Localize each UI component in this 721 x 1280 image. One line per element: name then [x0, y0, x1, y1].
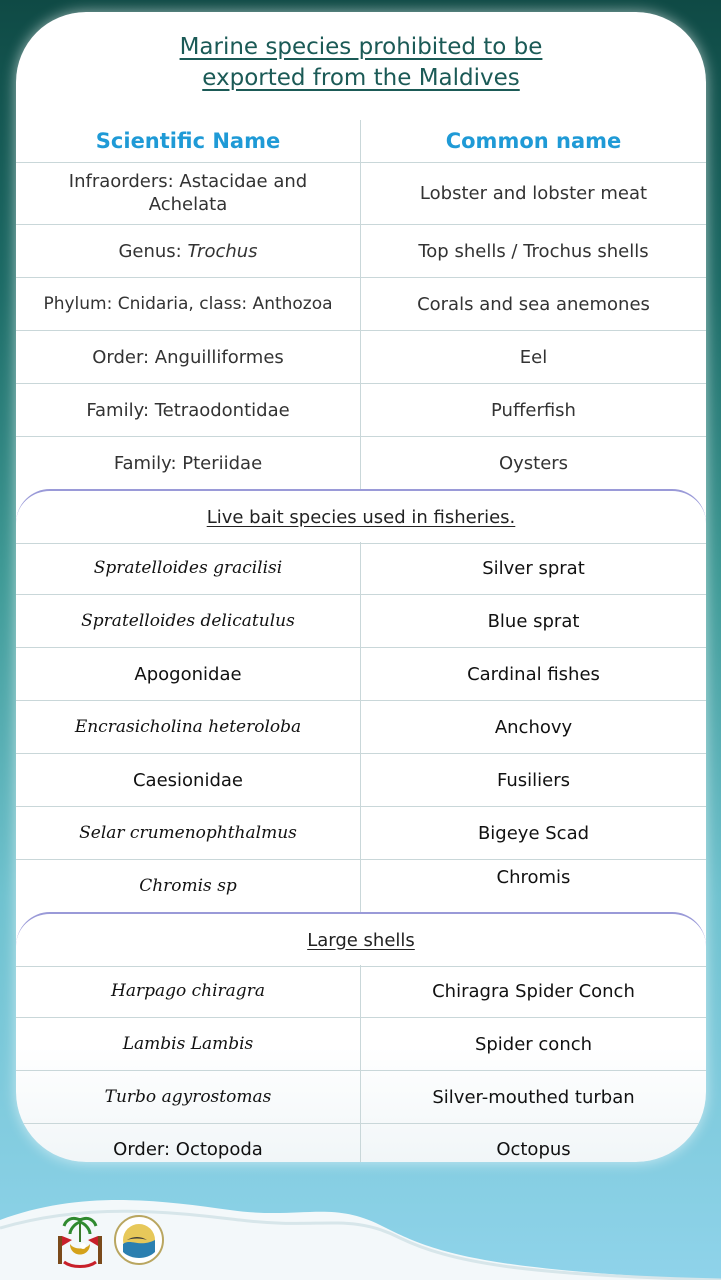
- table-row: [16, 860, 706, 912]
- table-row: [16, 1018, 706, 1071]
- scientific-name-cell: Apogonidae: [134, 663, 242, 685]
- scientific-name-cell: Genus: Trochus: [118, 240, 258, 262]
- scientific-name-cell: Encrasicholina heteroloba: [74, 716, 302, 737]
- common-name-cell: Chiragra Spider Conch: [432, 980, 635, 1002]
- scientific-name-cell: Harpago chiragra: [111, 980, 265, 1001]
- common-name-cell: Oysters: [498, 452, 569, 474]
- scientific-name-cell: Chromis sp: [139, 875, 237, 896]
- common-name-cell: Top shells / Trochus shells: [418, 240, 649, 262]
- scientific-name-cell: Spratelloides delicatulus: [81, 610, 295, 631]
- table-header: [16, 120, 706, 163]
- common-name-cell: Fusiliers: [496, 769, 570, 791]
- scientific-name-cell: Phylum: Cnidaria, class: Anthozoa: [43, 293, 333, 314]
- common-name-cell: Pufferfish: [491, 399, 576, 421]
- common-name-cell: Blue sprat: [487, 610, 580, 632]
- table-row: [16, 807, 706, 860]
- national-emblem-icon: [52, 1212, 108, 1272]
- header-scientific-name: Scientific Name: [95, 129, 281, 153]
- title-line-1: Marine species prohibited to be: [179, 34, 543, 60]
- table-row: [16, 384, 706, 437]
- page-title: [16, 32, 706, 94]
- table-row: [16, 331, 706, 384]
- scientific-name-cell: Order: Anguilliformes: [92, 346, 284, 368]
- common-name-cell: Octopus: [496, 1138, 571, 1160]
- section-large-shells: [16, 912, 706, 967]
- common-name-cell: Chromis: [496, 867, 571, 888]
- common-name-cell: Bigeye Scad: [477, 822, 590, 844]
- table-row: [16, 595, 706, 648]
- species-card: [16, 12, 706, 1162]
- table-row: [16, 437, 706, 489]
- scientific-name-cell: Family: Pteriidae: [113, 452, 263, 474]
- common-name-cell: Cardinal fishes: [467, 663, 600, 685]
- wave-decoration: [0, 1180, 721, 1280]
- scientific-name-cell: Turbo agyrostomas: [104, 1086, 272, 1107]
- table-row: [16, 701, 706, 754]
- table-row: [16, 648, 706, 701]
- title-line-2: exported from the Maldives: [202, 65, 520, 91]
- table-row: [16, 162, 706, 225]
- scientific-name-cell: Spratelloides gracilisi: [93, 557, 283, 578]
- common-name-cell: Spider conch: [474, 1033, 593, 1055]
- institute-logo-icon: [113, 1214, 165, 1266]
- section-heading: Large shells: [307, 929, 415, 951]
- scientific-name-cell: Family: Tetraodontidae: [86, 399, 290, 421]
- table-row: [16, 225, 706, 278]
- table-row: [16, 754, 706, 807]
- table-row: [16, 1124, 706, 1162]
- common-name-cell: Lobster and lobster meat: [419, 182, 648, 204]
- table-row: [16, 1071, 706, 1124]
- common-name-cell: Corals and sea anemones: [417, 293, 650, 315]
- common-name-cell: Silver sprat: [482, 557, 585, 579]
- table-row: [16, 278, 706, 331]
- common-name-cell: Silver-mouthed turban: [432, 1086, 635, 1108]
- scientific-name-cell: Order: Octopoda: [113, 1138, 263, 1160]
- scientific-name-cell: Infraorders: Astacidae and Achelata: [68, 171, 308, 215]
- header-common-name: Common name: [445, 129, 622, 153]
- section-live-bait: [16, 489, 706, 544]
- section-heading: Live bait species used in fisheries.: [206, 506, 516, 528]
- table-row: [16, 965, 706, 1018]
- common-name-cell: Anchovy: [494, 716, 573, 738]
- table-row: [16, 542, 706, 595]
- scientific-name-cell: Selar crumenophthalmus: [79, 822, 297, 843]
- common-name-cell: Eel: [519, 346, 548, 368]
- scientific-name-cell: Lambis Lambis: [122, 1033, 254, 1054]
- scientific-name-cell: Caesionidae: [132, 769, 243, 791]
